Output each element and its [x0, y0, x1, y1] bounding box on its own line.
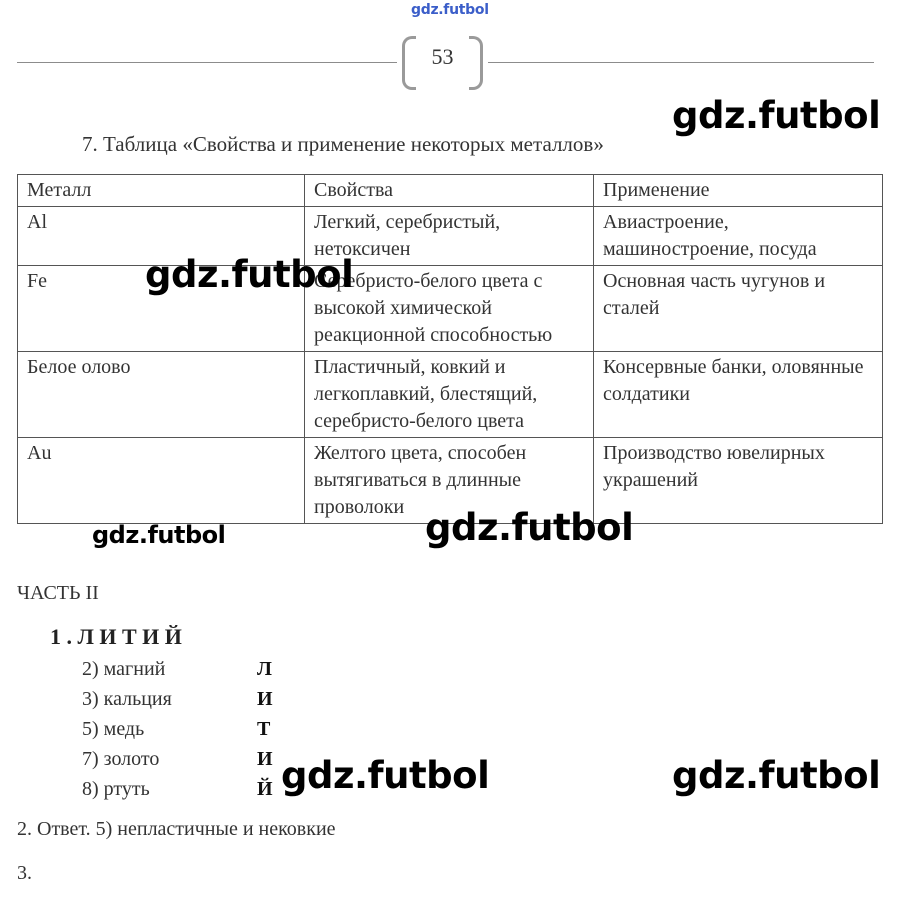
list-item-letter: И: [257, 688, 273, 710]
watermark: gdz.futbol: [425, 506, 634, 549]
list-item-label: 8) ртуть: [82, 778, 150, 800]
application-cell: Авиастроение, машиностроение, посуда: [594, 207, 883, 266]
application-cell: Основная часть чугунов и сталей: [594, 266, 883, 352]
watermark: gdz.futbol: [145, 253, 354, 296]
list-item-letter: И: [257, 748, 273, 770]
metal-cell: Al: [18, 207, 305, 266]
list-item: [82, 684, 302, 714]
list-item: [82, 744, 302, 774]
metal-cell: Fe: [18, 266, 305, 352]
watermark: gdz.futbol: [92, 521, 226, 549]
properties-cell: Пластичный, ковкий и легкоплавкий, блестящий, серебристо-белого цвета: [305, 352, 594, 438]
list-item: [82, 714, 302, 744]
metal-cell: Белое олово: [18, 352, 305, 438]
header-rule-right: [488, 62, 874, 63]
list-item-letter: Т: [257, 718, 271, 740]
table-row: [18, 352, 883, 438]
metals-table: [17, 174, 883, 524]
list-item-label: 7) золото: [82, 748, 160, 770]
answer2: 2. Ответ. 5) непластичные и нековкие: [17, 818, 336, 840]
page-number: 53: [431, 44, 454, 69]
list-item-label: 2) магний: [82, 658, 166, 680]
table-header-row: [18, 175, 883, 207]
watermark: gdz.futbol: [672, 94, 881, 137]
list-item-label: 5) медь: [82, 718, 145, 740]
application-cell: Консервные банки, оловянные солдатики: [594, 352, 883, 438]
list-item-label: 3) кальция: [82, 688, 172, 710]
properties-cell: Легкий, серебристый, нетоксичен: [305, 207, 594, 266]
list-item: [82, 654, 302, 684]
page-number-bracket-left: [402, 36, 416, 90]
watermark: gdz.futbol: [281, 754, 490, 797]
header-properties: Свойства: [305, 175, 594, 207]
properties-cell: Желтого цвета, способен вытягиваться в длинные проволоки: [305, 438, 594, 524]
header-metal: Металл: [18, 175, 305, 207]
page-number-bracket-right: [469, 36, 483, 90]
metal-cell: Au: [18, 438, 305, 524]
task7-title: 7. Таблица «Свойства и применение некоторых металлов»: [82, 132, 604, 156]
properties-cell: Серебристо-белого цвета с высокой химической реакционной способностью: [305, 266, 594, 352]
answer1-word: 1 . Л И Т И Й: [50, 624, 182, 649]
part2-title: ЧАСТЬ II: [17, 582, 99, 604]
header-application: Применение: [594, 175, 883, 207]
list-item-letter: Й: [257, 778, 273, 800]
list-item: [82, 774, 302, 804]
list-item-letter: Л: [257, 658, 272, 680]
answer3: 3.: [17, 862, 32, 884]
application-cell: Производство ювелирных украшений: [594, 438, 883, 524]
answer1-list: [82, 654, 302, 804]
watermark: gdz.futbol: [672, 754, 881, 797]
header-rule-left: [17, 62, 397, 63]
watermark-top[interactable]: gdz.futbol: [411, 2, 489, 18]
